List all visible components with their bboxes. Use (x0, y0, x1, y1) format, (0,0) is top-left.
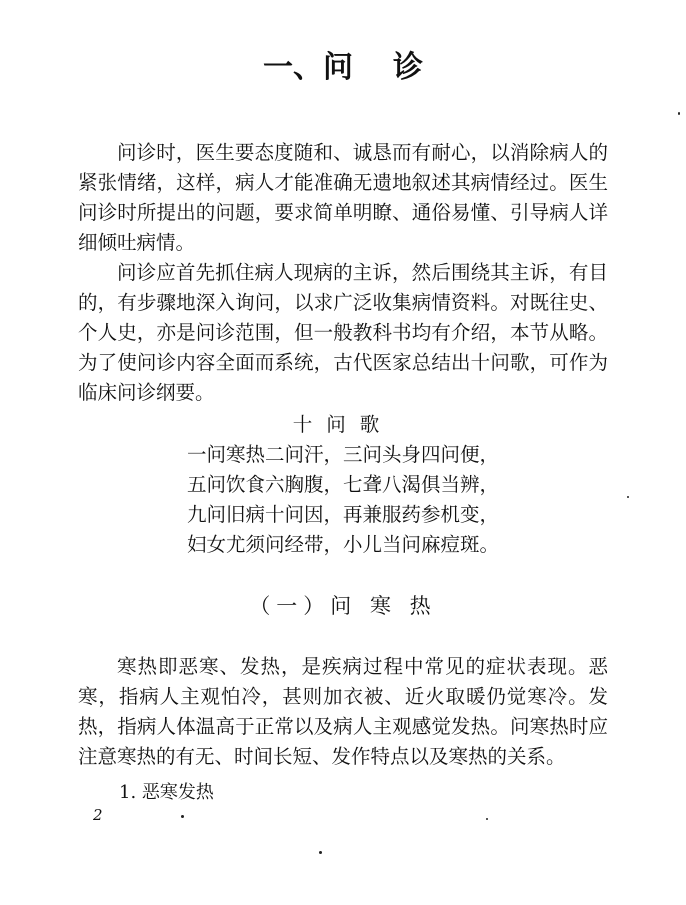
page-number: 2 (93, 806, 103, 824)
scan-speck (486, 818, 488, 820)
section-title: （一）问 寒 热 (249, 594, 437, 618)
chapter-title-part2: 诊 (393, 50, 423, 85)
scan-speck (181, 815, 184, 818)
chapter-title (0, 42, 686, 86)
paragraph: 问诊时，医生要态度随和、诚恳而有耐心，以消除病人的紧张情绪，这样，病人才能准确无遗地叙述其病情经过。医生问诊时所提出的问题，要求简单明瞭、通俗易懂、引导病人详细倾吐病情。 (78, 141, 608, 254)
subheading: 1. 恶寒发热 (119, 782, 214, 803)
poem-line: 妇女尤须问经带，小儿当问麻痘斑。 (186, 533, 499, 556)
ten-questions-poem (0, 410, 686, 560)
scan-speck (678, 112, 680, 115)
poem-line: 一问寒热二问汗，三问头身四问便， (186, 443, 499, 466)
poem-line: 九问旧病十问因，再兼服药参机变， (186, 503, 499, 526)
chapter-title-part1: 一、问 (263, 50, 353, 85)
scan-speck (627, 496, 629, 498)
intro-text (78, 138, 608, 408)
poem-line: 五问饮食六胸腹，七聋八渴俱当辨， (186, 473, 499, 496)
section-text (78, 652, 608, 772)
paragraph: 寒热即恶寒、发热，是疾病过程中常见的症状表现。恶寒，指病人主观怕冷，甚则加衣被、近火取暖仍觉寒冷。发热，指病人体温高于正常以及病人主观感觉发热。问寒热时应注意寒热的有无、时间长短、发作特点以及寒热的关系。 (78, 655, 608, 768)
poem-title: 十问歌 (292, 413, 394, 436)
scan-speck (319, 851, 322, 854)
paragraph: 问诊应首先抓住病人现病的主诉，然后围绕其主诉，有目的，有步骤地深入询问，以求广泛收集病情资料。对既往史、个人史，亦是问诊范围，但一般教科书均有介绍，本节从略。为了使问诊内容全面而系统，古代医家总结出十问歌，可作为临床问诊纲要。 (78, 261, 608, 404)
